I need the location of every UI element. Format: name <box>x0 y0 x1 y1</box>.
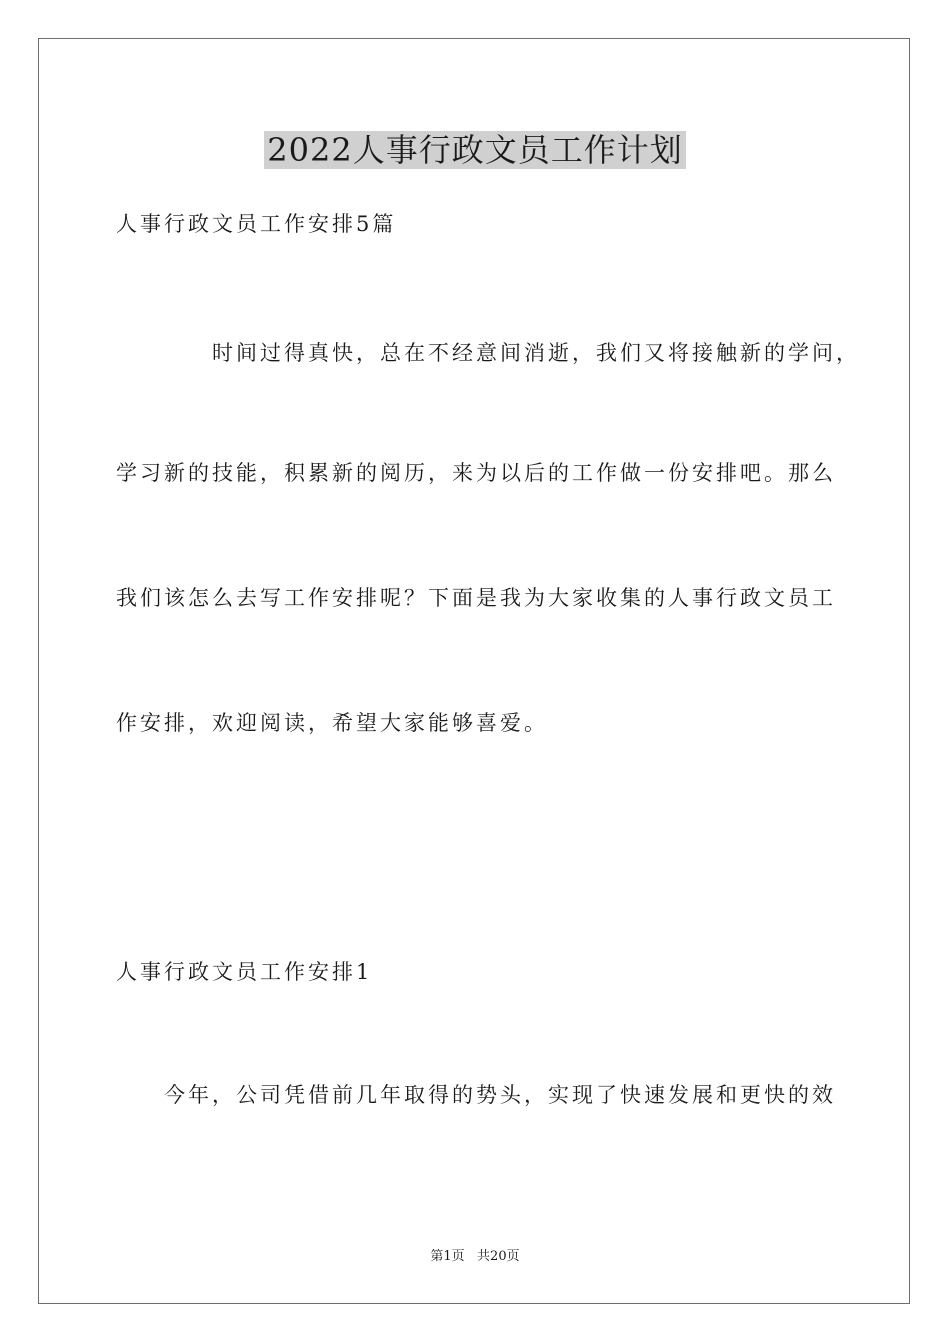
paragraph-line-4: 作安排，欢迎阅读，希望大家能够喜爱。 <box>116 711 548 735</box>
section-paragraph-line: 今年，公司凭借前几年取得的势头，实现了快速发展和更快的效 <box>164 1083 836 1107</box>
paragraph-line-2: 学习新的技能，积累新的阅历，来为以后的工作做一份安排吧。那么 <box>116 461 836 485</box>
document-title <box>0 128 950 172</box>
paragraph-line-3: 我们该怎么去写工作安排呢？下面是我为大家收集的人事行政文员工 <box>116 586 836 610</box>
document-subtitle: 人事行政文员工作安排5篇 <box>116 212 397 236</box>
page-number-footer: 第1页 共20页 <box>430 1249 520 1264</box>
section-heading: 人事行政文员工作安排1 <box>116 960 373 984</box>
document-title-text: 2022人事行政文员工作计划 <box>264 131 685 169</box>
paragraph-line-1: 时间过得真快，总在不经意间消逝，我们又将接触新的学问， <box>212 341 860 365</box>
